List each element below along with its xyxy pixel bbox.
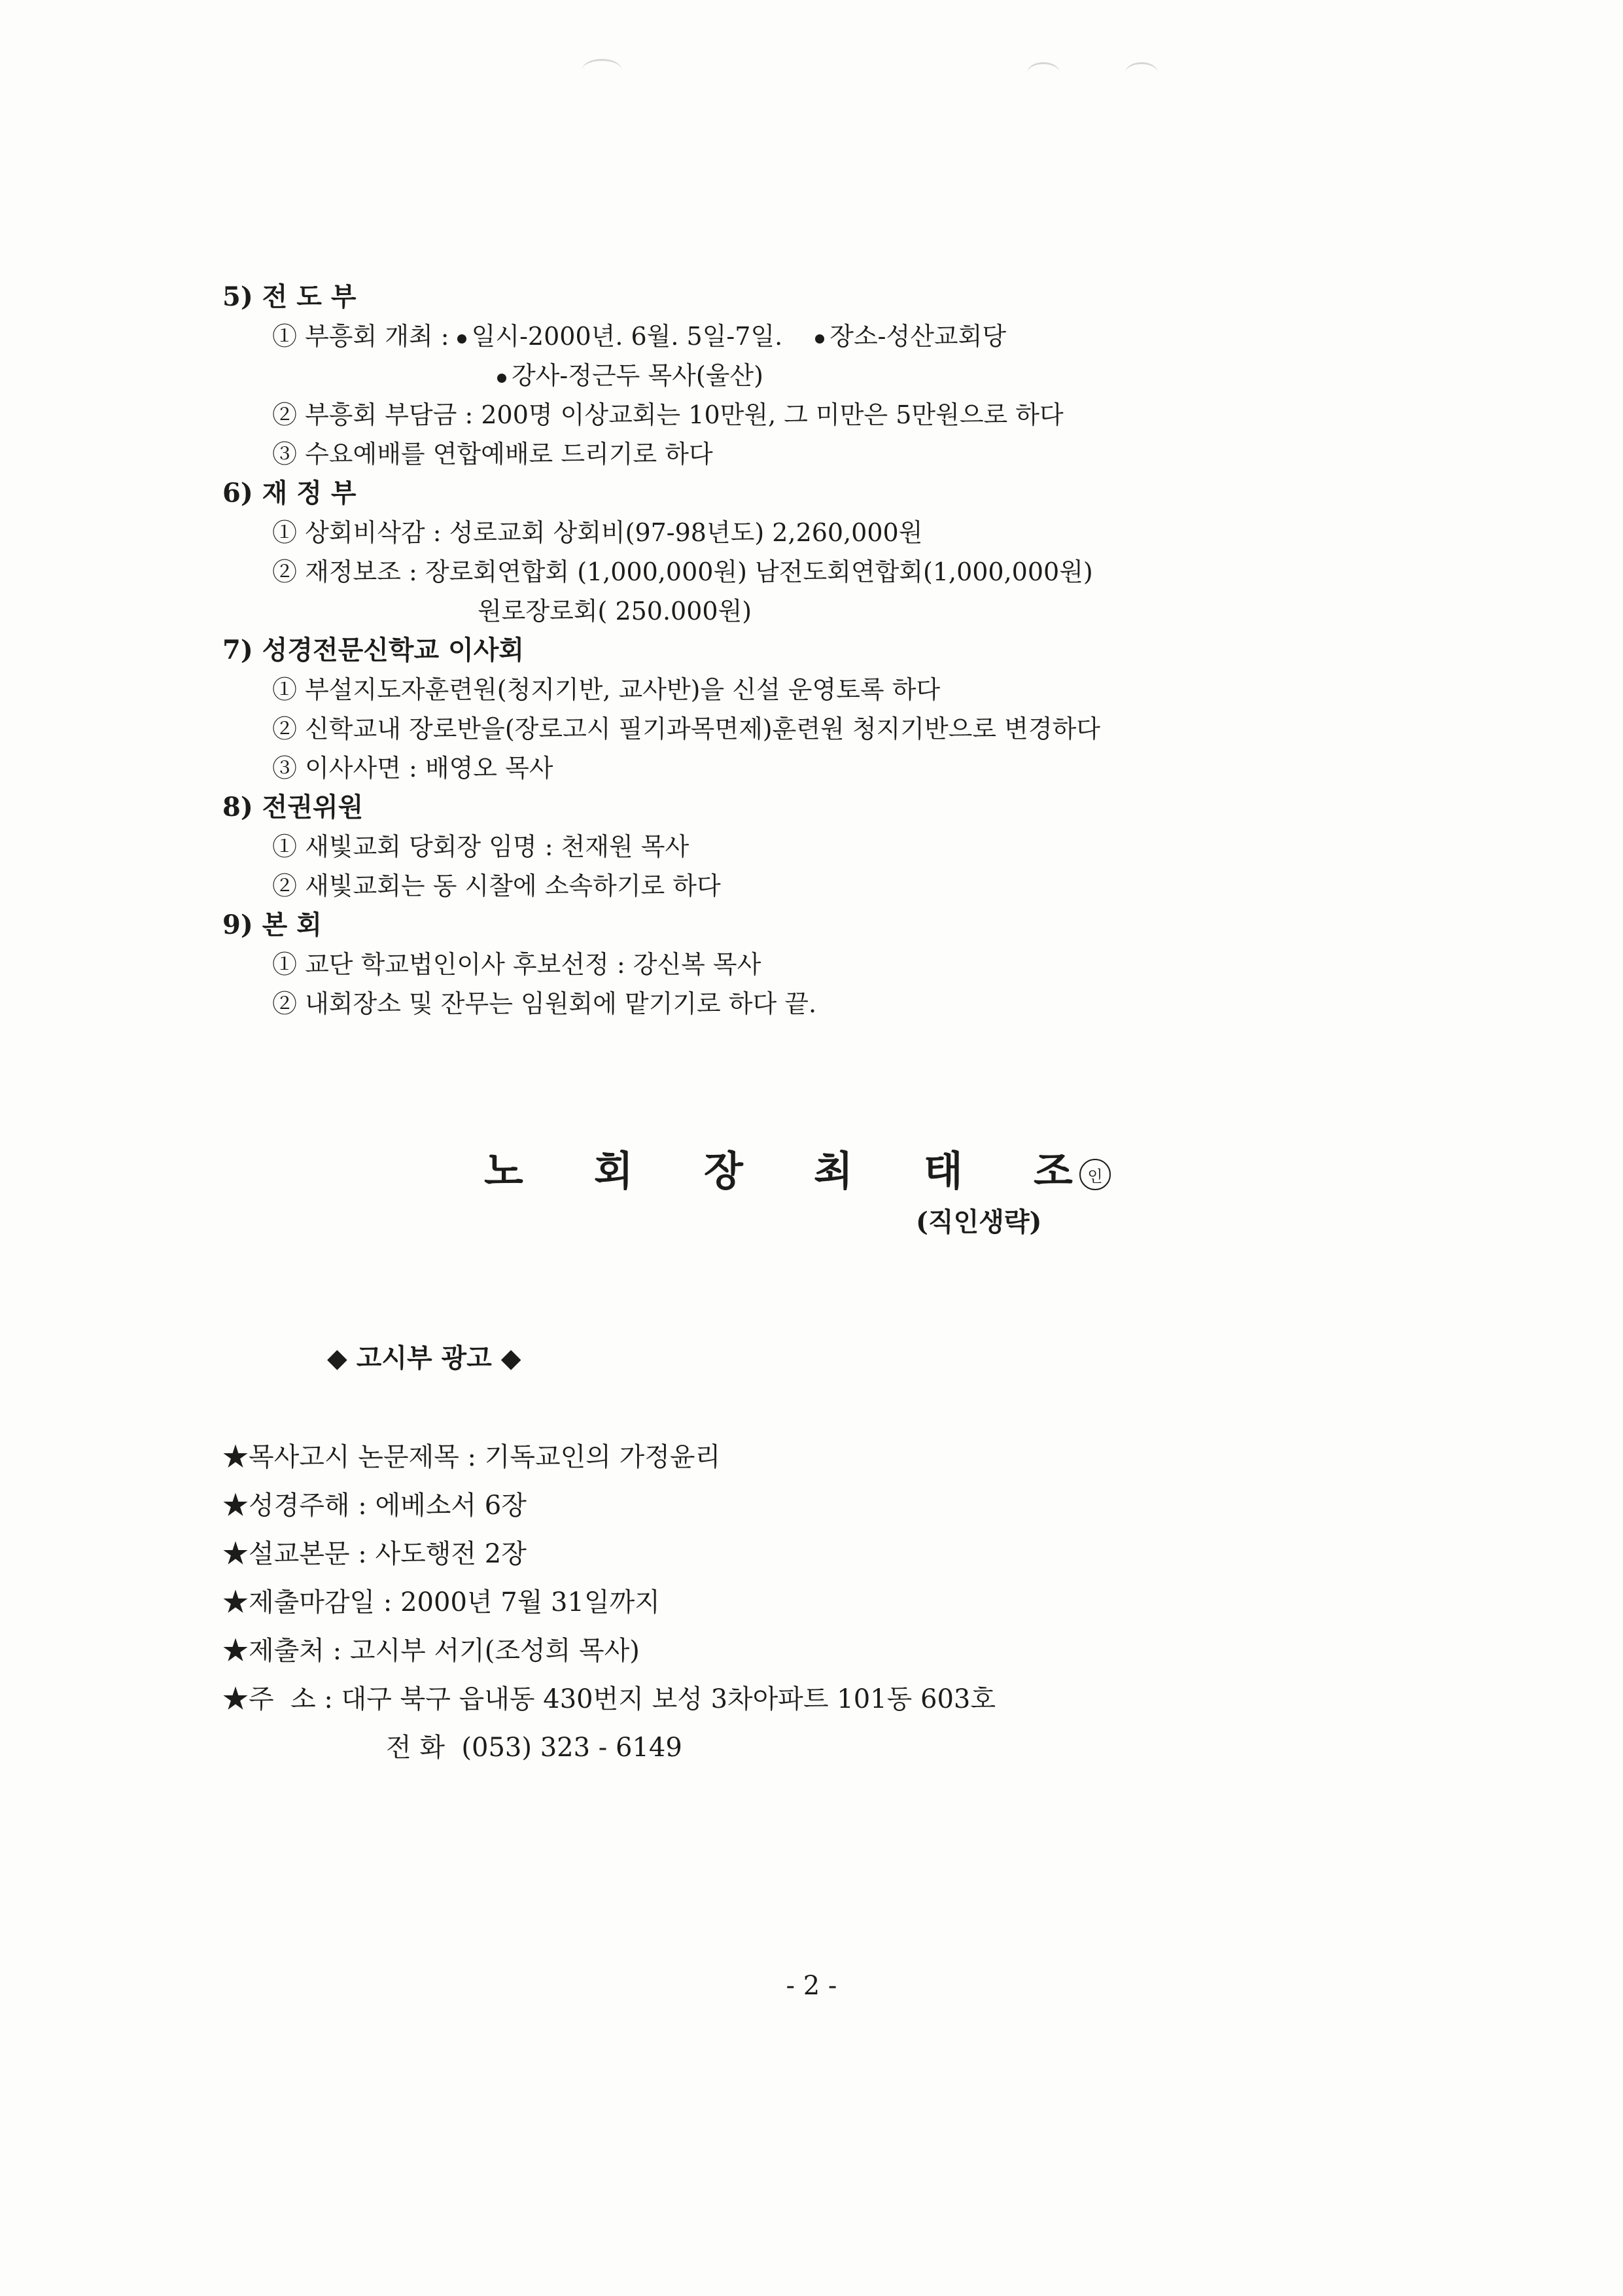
ad-line: ★성경주해 : 에베소서 6장 <box>222 1491 527 1521</box>
section-item <box>222 356 1465 395</box>
section-heading: 6) 재 정 부 <box>222 478 357 508</box>
item-speaker: 강사-정근두 목사(울산) <box>512 361 763 390</box>
section-item: ② 내회장소 및 잔무는 임원회에 맡기기로 하다 끝. <box>272 989 817 1018</box>
section-item <box>222 317 1465 356</box>
section-item: ③ 수요예배를 연합예배로 드리기로 하다 <box>272 440 713 468</box>
signature-char: 조 <box>1034 1147 1073 1195</box>
ad-line: ★설교본문 : 사도행전 2장 <box>222 1539 527 1569</box>
bullet-icon <box>457 334 466 344</box>
item-date: 일시-2000년. 6월. 5일-7일. <box>471 322 783 351</box>
section-item: ③ 이사사면 : 배영오 목사 <box>272 754 553 783</box>
ad-line: ★주 소 : 대구 북구 읍내동 430번지 보성 3차아파트 101동 603호 <box>222 1684 996 1714</box>
ad-line: ★제출처 : 고시부 서기(조성희 목사) <box>222 1636 640 1666</box>
section-heading: 5) 전 도 부 <box>222 281 357 312</box>
section-7 <box>222 631 1465 788</box>
ad-title: ◆ 고시부 광고 ◆ <box>327 1343 521 1373</box>
section-item: ① 상회비삭감 : 성로교회 상회비(97-98년도) 2,260,000원 <box>272 518 923 547</box>
page-number: - 2 - <box>786 1971 837 2001</box>
ad-line: ★제출마감일 : 2000년 7월 31일까지 <box>222 1587 660 1617</box>
item-place: 장소-성산교회당 <box>829 322 1007 351</box>
scan-artifact <box>1027 62 1060 84</box>
signature-char: 최 <box>814 1147 853 1195</box>
section-heading: 7) 성경전문신학교 이사회 <box>222 635 525 665</box>
ad-line: ★목사고시 논문제목 : 기독교인의 가정윤리 <box>222 1442 721 1472</box>
section-8 <box>222 788 1465 906</box>
section-9 <box>222 906 1465 1023</box>
signature-char: 회 <box>594 1147 633 1195</box>
section-5 <box>222 277 1465 474</box>
section-item: ① 교단 학교법인이사 후보선정 : 강신복 목사 <box>272 950 761 979</box>
section-item: ② 신학교내 장로반을(장로고시 필기과목면제)훈련원 청지기반으로 변경하다 <box>272 715 1100 743</box>
section-item: ① 새빛교회 당회장 임명 : 천재원 목사 <box>272 832 689 861</box>
section-heading: 9) 본 회 <box>222 910 322 940</box>
section-item: 원로장로회( 250.000원) <box>478 597 752 626</box>
section-item: ② 재정보조 : 장로회연합회 (1,000,000원) 남전도회연합회(1,000,000원) <box>272 557 1093 586</box>
item-prefix: ① 부흥회 개최 : <box>272 322 457 351</box>
signature-char: 노 <box>484 1147 523 1195</box>
ad-body <box>222 1433 1465 1772</box>
section-item: ② 부흥회 부담금 : 200명 이상교회는 10만원, 그 미만은 5만원으로 하다 <box>272 400 1064 429</box>
bullet-icon <box>497 374 506 383</box>
section-item: ② 새빛교회는 동 시찰에 소속하기로 하다 <box>272 872 721 900</box>
ad-phone: 전 화 (053) 323 - 6149 <box>386 1733 682 1763</box>
signature-char: 장 <box>704 1147 743 1195</box>
signature-char: 태 <box>924 1147 963 1195</box>
seal-omitted-note: (직인생략) <box>916 1207 1042 1237</box>
signature <box>484 1139 1111 1197</box>
seal-icon: 인 <box>1079 1159 1111 1190</box>
section-6 <box>222 474 1465 631</box>
section-item: ① 부설지도자훈련원(청지기반, 교사반)을 신설 운영토록 하다 <box>272 675 941 704</box>
scan-artifact <box>1125 62 1158 84</box>
scan-artifact <box>582 59 621 80</box>
section-heading: 8) 전권위원 <box>222 792 364 822</box>
bullet-icon <box>815 334 824 344</box>
